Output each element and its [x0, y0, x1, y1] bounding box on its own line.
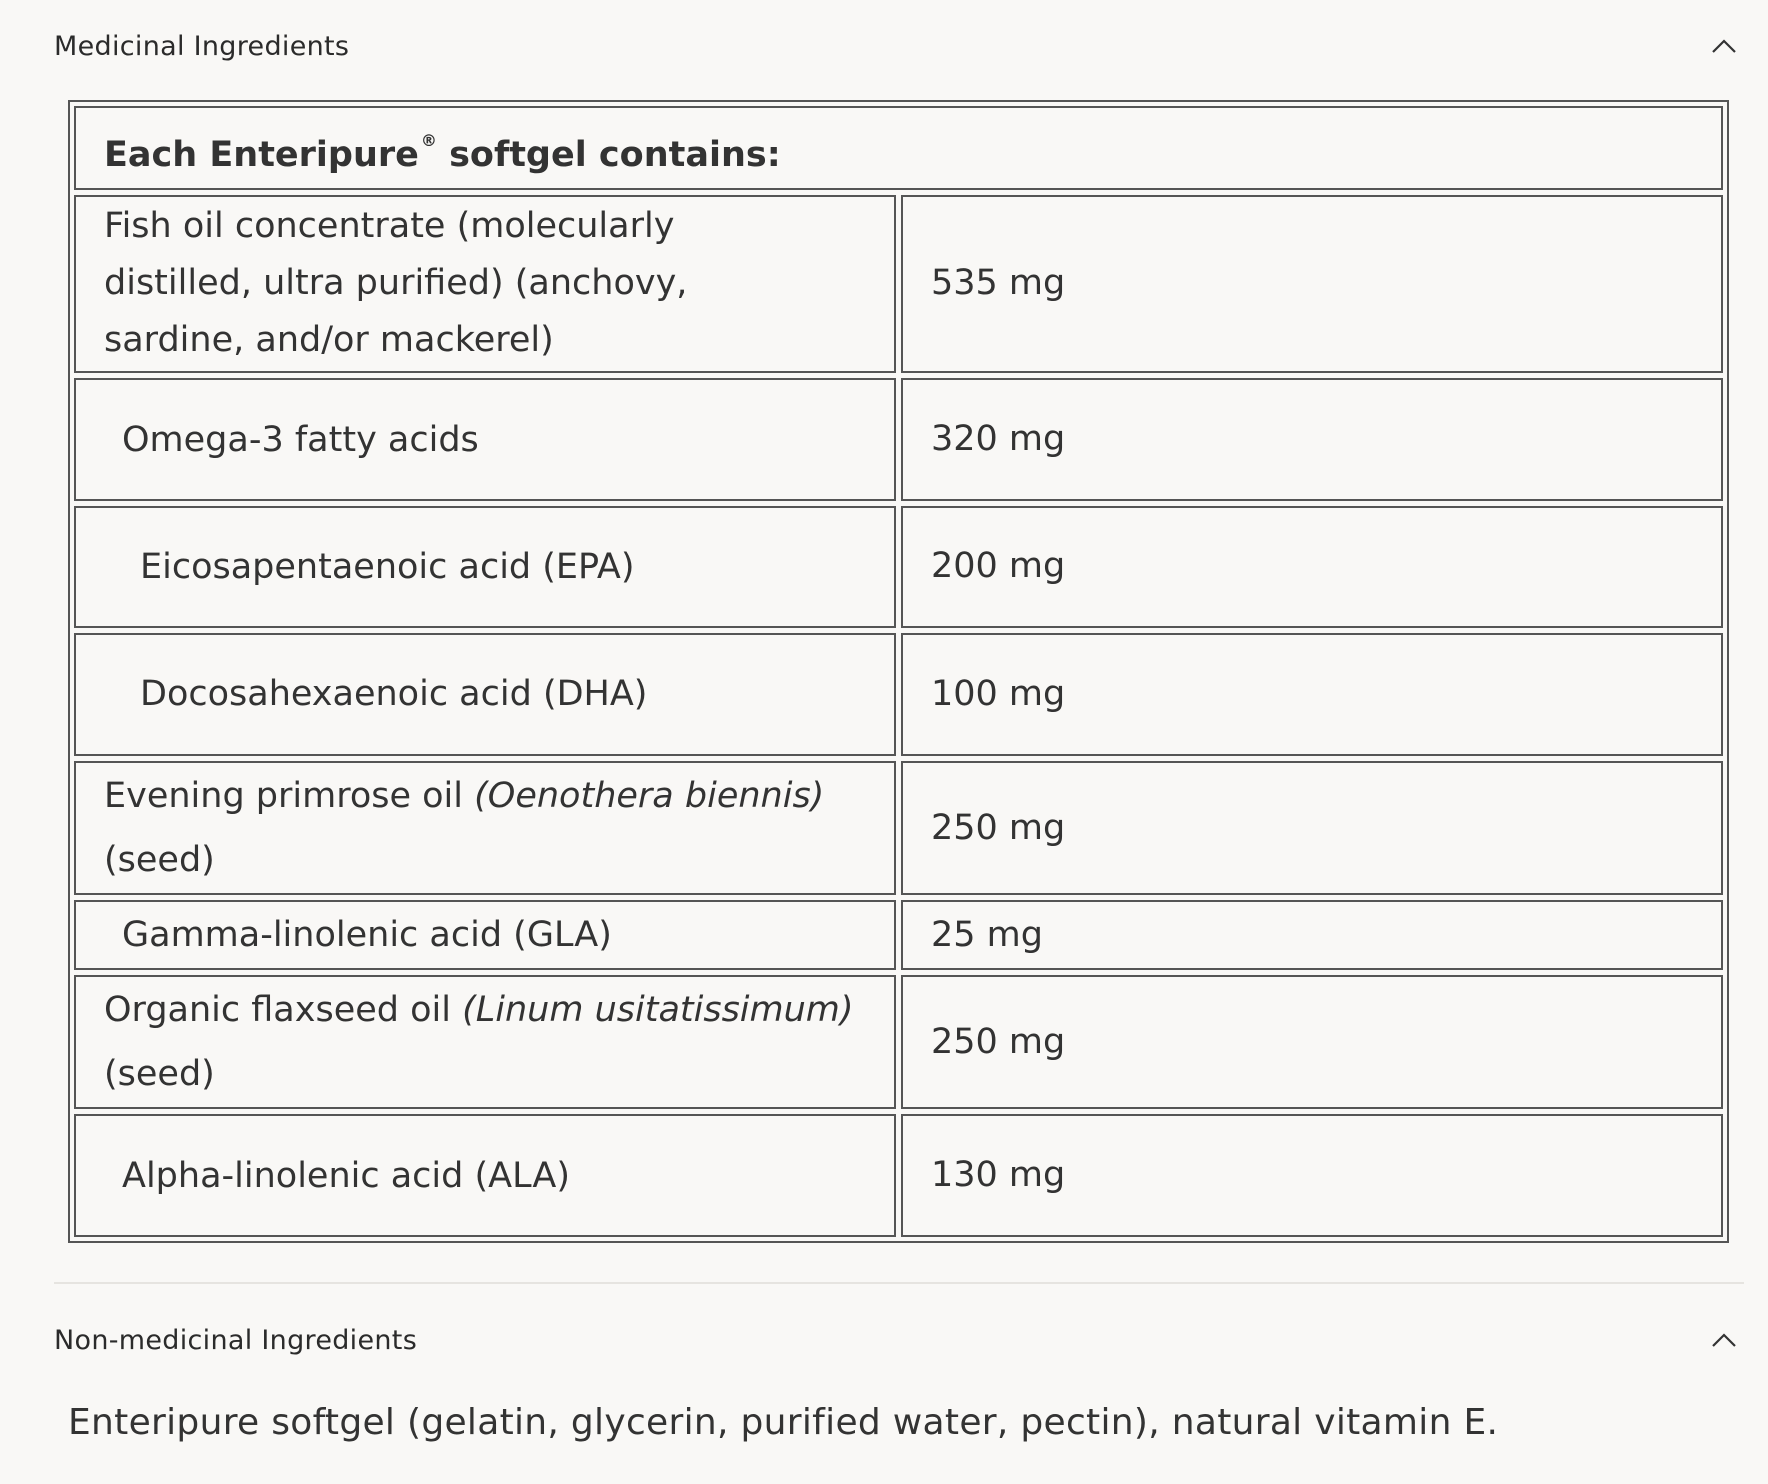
ingredient-name: Omega-3 fatty acids [74, 378, 896, 500]
chevron-up-icon[interactable] [1704, 26, 1744, 66]
latin-name: (Linum usitatissimum) [462, 990, 854, 1031]
ingredient-name: Alpha-linolenic acid (ALA) [74, 1114, 896, 1237]
non-medicinal-ingredients-toggle[interactable] [54, 1310, 1744, 1370]
ingredient-amount: 535 mg [901, 195, 1723, 374]
ingredient-name: Evening primrose oil (Oenothera biennis) (seed) [74, 761, 896, 896]
ingredient-amount: 250 mg [901, 761, 1723, 896]
non-medicinal-ingredients-text: Enteripure softgel (gelatin, glycerin, purified water, pectin), natural vitamin E. [68, 1402, 1499, 1443]
ingredient-name: Organic flaxseed oil (Linum usitatissimum) (seed) [74, 975, 896, 1110]
ingredient-amount: 100 mg [901, 633, 1723, 755]
table-row [74, 506, 1723, 628]
table-header: Each Enteripure ® softgel contains: [74, 106, 1723, 190]
ingredient-amount: 130 mg [901, 1114, 1723, 1237]
ingredient-amount: 250 mg [901, 975, 1723, 1110]
ingredient-name: Docosahexaenoic acid (DHA) [74, 633, 896, 755]
section-divider [54, 1282, 1744, 1284]
table-row [74, 761, 1723, 896]
ingredient-amount: 200 mg [901, 506, 1723, 628]
ingredient-amount: 25 mg [901, 900, 1723, 969]
registered-mark: ® [420, 130, 437, 150]
medicinal-ingredients-toggle[interactable] [54, 16, 1744, 76]
chevron-up-icon[interactable] [1704, 1320, 1744, 1360]
ingredient-name: Fish oil concentrate (molecularly distilled, ultra purified) (anchovy, sardine, and/or mackerel) [74, 195, 896, 374]
latin-name: (Oenothera biennis) [474, 776, 825, 817]
table-row [74, 975, 1723, 1110]
table-row [74, 1114, 1723, 1237]
table-row [74, 378, 1723, 500]
table-row [74, 633, 1723, 755]
table-row [74, 195, 1723, 374]
ingredient-amount: 320 mg [901, 378, 1723, 500]
non-medicinal-ingredients-title: Non-medicinal Ingredients [54, 1324, 418, 1356]
table-row [74, 900, 1723, 969]
ingredient-name: Gamma-linolenic acid (GLA) [74, 900, 896, 969]
ingredient-name: Eicosapentaenoic acid (EPA) [74, 506, 896, 628]
medicinal-ingredients-title: Medicinal Ingredients [54, 30, 350, 62]
ingredients-table [68, 100, 1729, 1243]
